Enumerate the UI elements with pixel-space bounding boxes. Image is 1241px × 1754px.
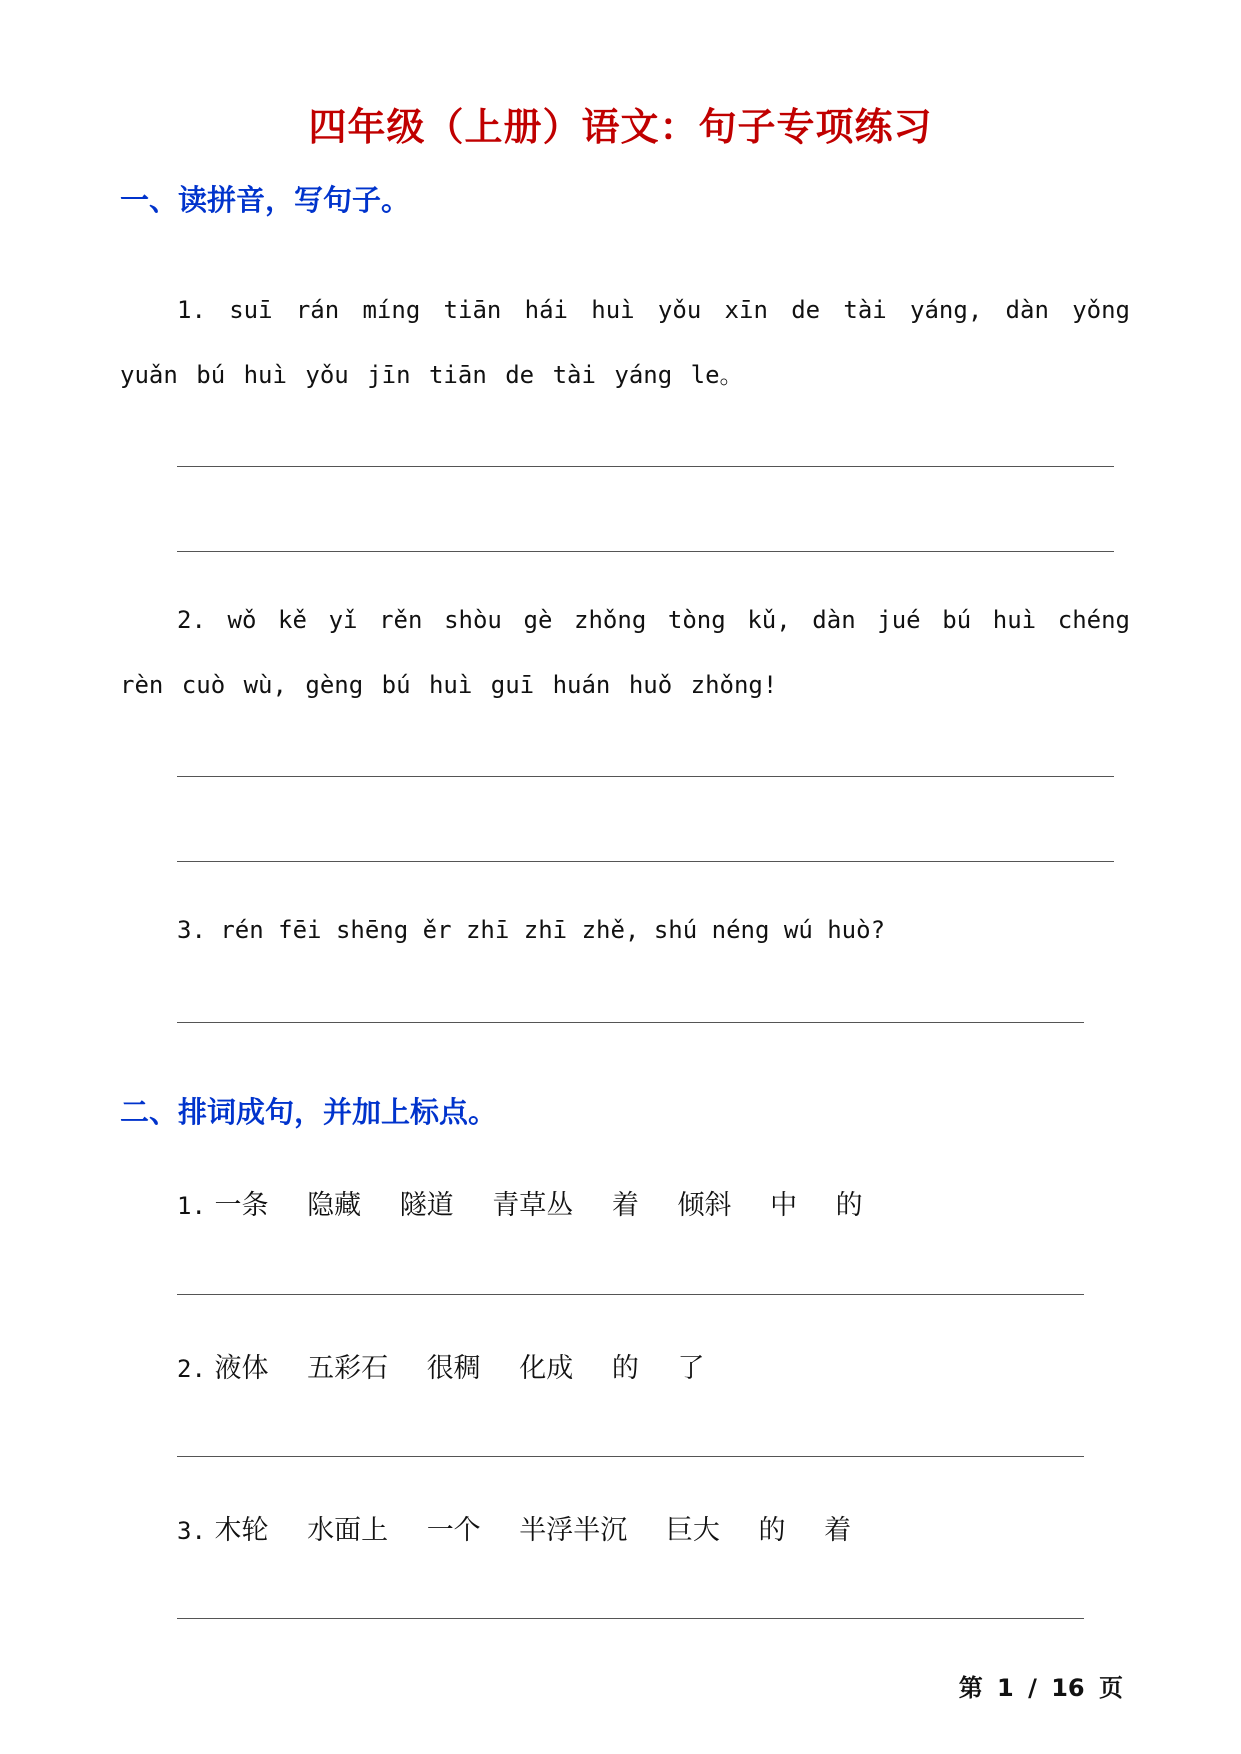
- word-chip: 的: [758, 1515, 786, 1546]
- page-title: 四年级（上册）语文：句子专项练习: [308, 105, 933, 149]
- word-chip: 隧道: [399, 1190, 454, 1221]
- answer-line[interactable]: [177, 1294, 1084, 1295]
- word-chip: 五彩石: [307, 1353, 389, 1384]
- section-heading-reorder: 二、排词成句，并加上标点。: [120, 1095, 498, 1129]
- answer-line[interactable]: [177, 551, 1114, 552]
- question-number: 2.: [177, 1355, 206, 1383]
- word-chip: 着: [611, 1190, 639, 1221]
- answer-line[interactable]: [177, 466, 1114, 467]
- word-chip: 隐藏: [307, 1190, 362, 1221]
- word-chip: 中: [770, 1190, 798, 1221]
- answer-line[interactable]: [177, 861, 1114, 862]
- question-number: 1.: [177, 1192, 206, 1220]
- answer-line[interactable]: [177, 1456, 1084, 1457]
- pinyin-question-2: 2. wǒ kě yǐ rěn shòu gè zhǒng tòng kǔ, dàn jué bú huì chéng rèn cuò wù, gèng bú huì guī huán huǒ zhǒng!: [120, 606, 1130, 699]
- word-chip: 化成: [519, 1353, 574, 1384]
- word-chip: 巨大: [665, 1515, 720, 1546]
- reorder-question-1: [177, 1183, 893, 1222]
- word-chip: 的: [611, 1353, 639, 1384]
- answer-line[interactable]: [177, 1022, 1084, 1023]
- page-number: 第 1 / 16 页: [958, 1674, 1123, 1702]
- word-chip: 倾斜: [677, 1190, 732, 1221]
- word-chip: 半浮半沉: [519, 1515, 628, 1546]
- question-number: 3.: [177, 1517, 206, 1545]
- word-chip: 青草丛: [492, 1190, 574, 1221]
- word-chip: 很稠: [426, 1353, 481, 1384]
- word-chip: 了: [677, 1353, 705, 1384]
- reorder-question-2: [177, 1346, 734, 1385]
- word-chip: 的: [835, 1190, 863, 1221]
- section-heading-pinyin: 一、读拼音，写句子。: [120, 183, 411, 217]
- word-chip: 水面上: [307, 1515, 389, 1546]
- pinyin-question-3: 3. rén fēi shēng ěr zhī zhī zhě, shú néng wú huò?: [177, 916, 886, 944]
- word-chip: 一条: [214, 1190, 269, 1221]
- word-chip: 液体: [214, 1353, 269, 1384]
- pinyin-question-1: 1. suī rán míng tiān hái huì yǒu xīn de tài yáng, dàn yǒng yuǎn bú huì yǒu jīn tiān de tài yáng le。: [120, 296, 1130, 389]
- word-chip: 木轮: [214, 1515, 269, 1546]
- word-chip: 一个: [426, 1515, 481, 1546]
- answer-line[interactable]: [177, 776, 1114, 777]
- reorder-question-3: [177, 1508, 881, 1547]
- answer-line[interactable]: [177, 1618, 1084, 1619]
- word-chip: 着: [824, 1515, 852, 1546]
